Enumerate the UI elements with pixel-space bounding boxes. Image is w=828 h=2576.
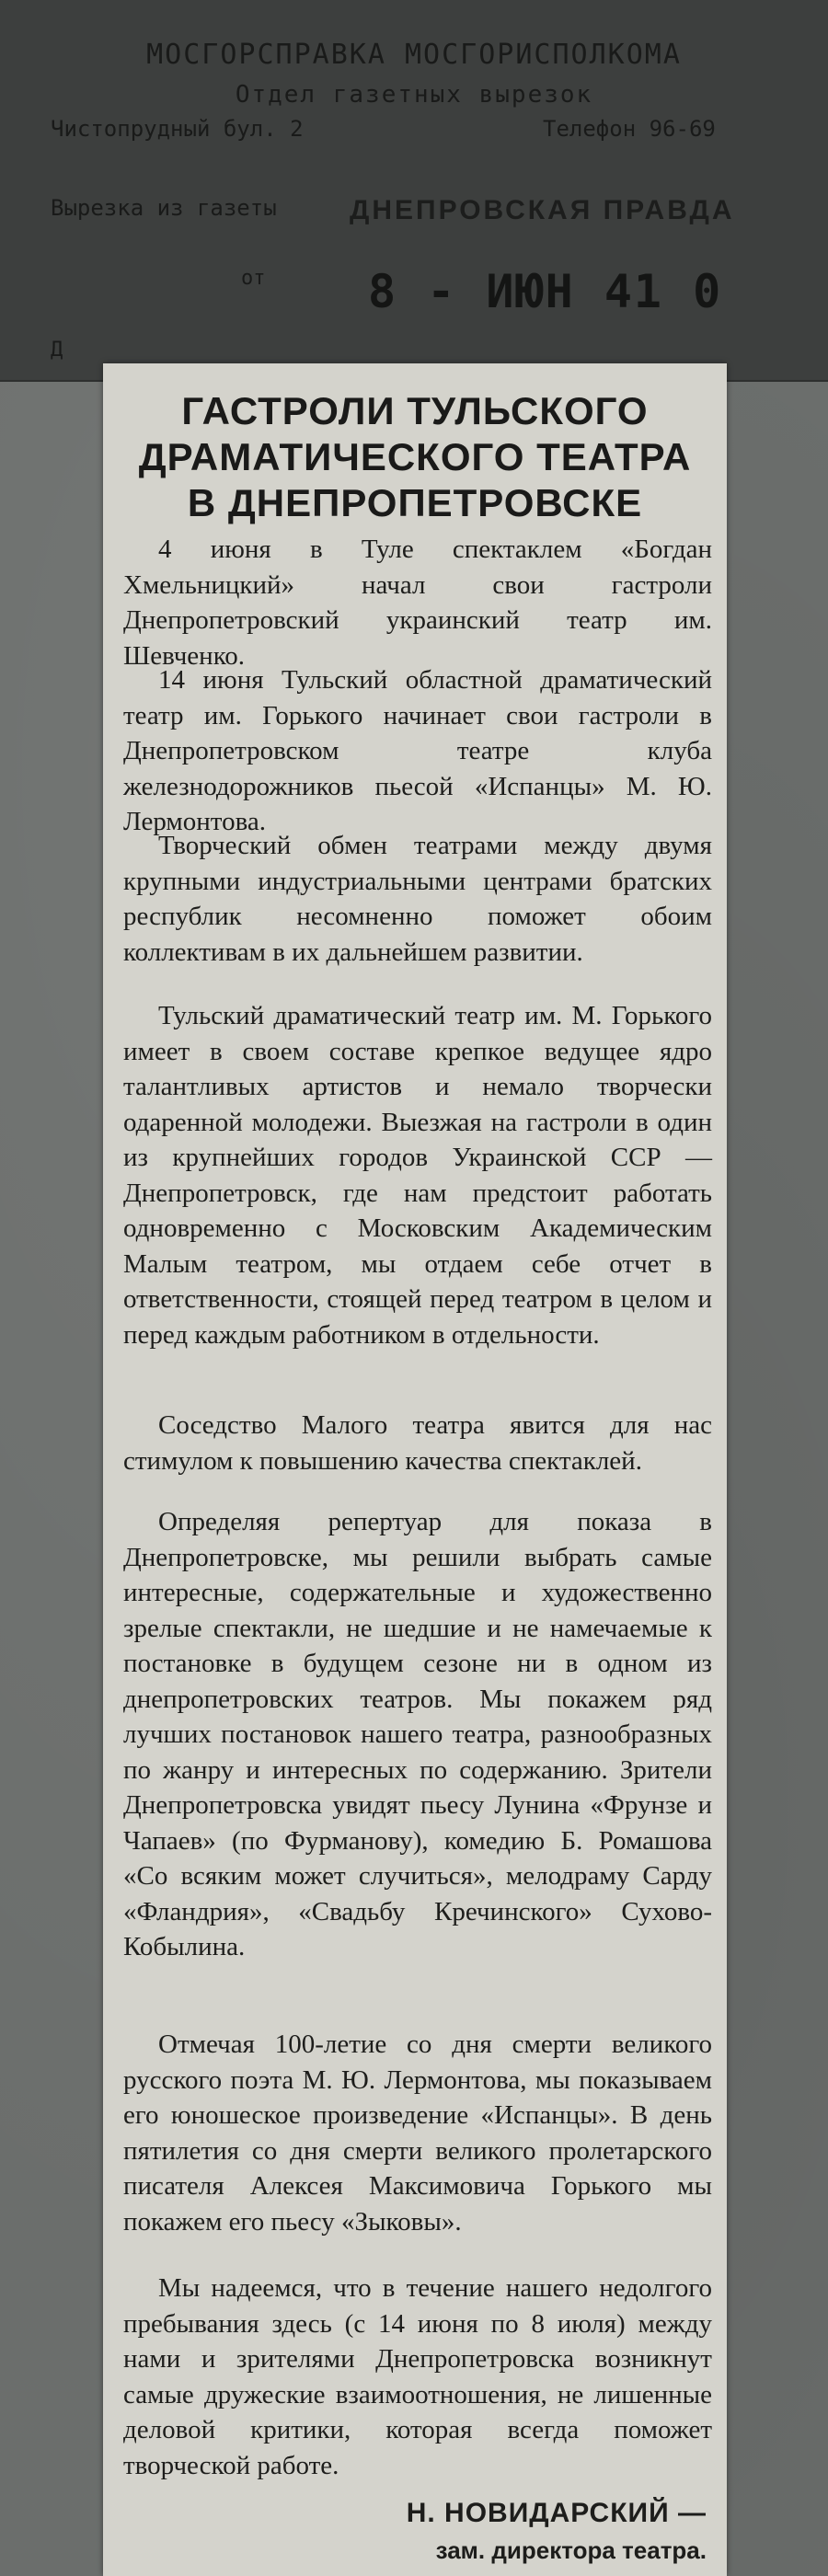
headline-line-2: ДРАМАТИЧЕСКОГО ТЕАТРА <box>138 435 692 478</box>
newspaper-clipping <box>103 363 727 2576</box>
paragraph-1: 4 июня в Туле спектаклем «Богдан Хмельницкий» начал свои гастроли Днепропетровский украинский театр им. Шевченко. <box>123 535 712 671</box>
form-field-label-partial: Д <box>51 339 63 362</box>
date-from-label: от <box>241 267 266 290</box>
agency-name: МОСГОРСПРАВКА МОСГОРИСПОЛКОМА <box>146 39 682 71</box>
author-name: Н. НОВИДАРСКИЙ — <box>406 2498 707 2528</box>
agency-phone: Телефон 96-69 <box>543 116 716 142</box>
department-name: Отдел газетных вырезок <box>235 81 593 109</box>
headline-line-3: В ДНЕПРОПЕТРОВСКЕ <box>187 481 643 524</box>
paragraph-2: 14 июня Тульский областной драматический театр им. Горького начинает свои гастроли в Днепропетровском театре клуба железнодорожников пьесой «Испанцы» М. Ю. Лермонтова. <box>123 665 712 836</box>
paragraph-7: Отмечая 100-летие со дня смерти великого русского поэта М. Ю. Лермонтова, мы показываем его юношеское произведение «Испанцы». В день пятилетия со дня смерти великого пролетарского писателя Алексея Максимовича Горького мы покажем его пьесу «Зыковы». <box>123 2030 712 2237</box>
agency-address: Чистопрудный бул. 2 <box>51 116 304 142</box>
paragraph-6: Определяя репертуар для показа в Днепропетровске, мы решили выбрать самые интересные, содержательные и художественно зрелые спектакли, не шедшие и не намечаемые к постановке в будущем сезоне ни в одном из днепропетровских театров. Мы покажем ряд лучших постановок нашего театра, разнообразных по жанру и интересных по содержанию. Зрители Днепропетровска увидят пьесу Лунина «Фрунзе и Чапаев» (по Фурманову), комедию Б. Ромашова «Со всяким может случиться», мелодраму Сарду «Фландрия», «Свадьбу Кречинского» Сухово-Кобылина. <box>123 1507 712 1961</box>
author-title: зам. директора театра. <box>435 2536 707 2564</box>
paragraph-8: Мы надеемся, что в течение нашего недолгого пребывания здесь (с 14 июня по 8 июля) между нами и зрителями Днепропетровска возникнут самые дружеские взаимоотношения, не лишенные деловой критики, которая всегда поможет творческой работе. <box>123 2273 712 2480</box>
date-stamp: 8 - ИЮН 41 0 <box>368 265 723 318</box>
headline-line-1: ГАСТРОЛИ ТУЛЬСКОГО <box>181 389 649 432</box>
clipping-service-form <box>0 0 828 382</box>
source-label: Вырезка из газеты <box>51 195 277 221</box>
paragraph-3: Творческий обмен театрами между двумя крупными индустриальными центрами братских республик несомненно поможет обоим коллективам в их дальнейшем развитии. <box>123 831 712 967</box>
paragraph-4: Тульский драматический театр им. М. Горького имеет в своем составе крепкое ведущее ядро талантливых артистов и немало творчески одаренной молодежи. Выезжая на гастроли в один из крупнейших городов Украинской ССР — Днепропетровск, где нам предстоит работать одновременно с Московским Академическим Малым театром, мы отдаем себе отчет в ответственности, стоящей перед театром в целом и перед каждым работником в отдельности. <box>123 1001 712 1350</box>
newspaper-name: ДНЕПРОВСКАЯ ПРАВДА <box>350 195 735 225</box>
paragraph-5: Соседство Малого театра явится для нас стимулом к повышению качества спектаклей. <box>123 1410 712 1476</box>
